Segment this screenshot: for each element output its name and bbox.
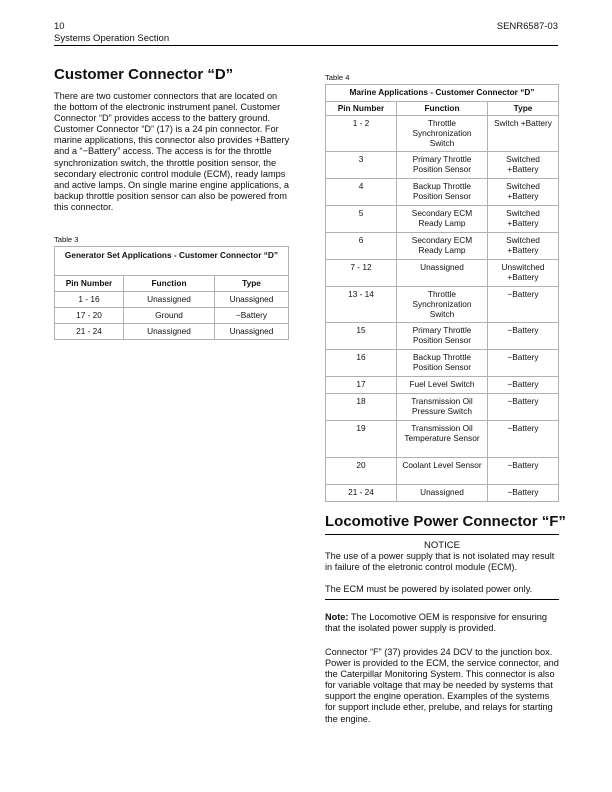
table-3 <box>54 246 289 340</box>
table-row: 4 Backup Throttle Position Sensor Switched +Battery <box>326 179 559 206</box>
document-id: SENR6587-03 <box>496 21 558 32</box>
notice-top-rule <box>325 534 559 535</box>
table-3-label: Table 3 <box>54 235 79 244</box>
table-3-col-pin: Pin Number <box>55 276 124 292</box>
notice-bottom-rule <box>325 599 559 600</box>
note-label: Note: <box>325 612 349 622</box>
table-3-col-function: Function <box>124 276 215 292</box>
section-title: Systems Operation Section <box>54 33 170 44</box>
table-4-col-pin: Pin Number <box>326 102 397 116</box>
notice-text: The use of a power supply that is not isolated may result in failure of the eletronic control module (ECM). <box>325 551 555 573</box>
table-3-title: Generator Set Applications - Customer Connector “D” <box>55 247 289 276</box>
table-row: 7 - 12 Unassigned Unswitched +Battery <box>326 260 559 287</box>
table-row: 15 Primary Throttle Position Sensor −Battery <box>326 323 559 350</box>
table-4-title: Marine Applications - Customer Connector “D” <box>326 85 559 102</box>
table-row: 20 Coolant Level Sensor −Battery <box>326 458 559 485</box>
table-row: 16 Backup Throttle Position Sensor −Battery <box>326 350 559 377</box>
customer-connector-d-heading: Customer Connector “D” <box>54 66 234 83</box>
table-row: 1 - 2 Throttle Synchronization Switch Switch +Battery <box>326 116 559 152</box>
note-text: The Locomotive OEM is responsive for ensuring that the isolated power supply is provided. <box>325 612 547 634</box>
table-row: 13 - 14 Throttle Synchronization Switch −Battery <box>326 287 559 323</box>
locomotive-power-connector-f-heading: Locomotive Power Connector “F” <box>325 513 566 530</box>
header-rule <box>54 45 558 46</box>
table-3-col-type: Type <box>215 276 289 292</box>
notice-text-isolated: The ECM must be powered by isolated power only. <box>325 584 533 594</box>
connector-f-paragraph: Connector “F” (37) provides 24 DCV to the junction box. Power is provided to the ECM, the service connector, and the Caterpillar Monitoring System. This connector is also for variable voltage that may be needed by systems that support the engine operation. Examples of the systems for support include ether, prelube, and relays for starting the engine. <box>325 647 559 724</box>
table-4-col-type: Type <box>488 102 559 116</box>
table-row: 17 Fuel Level Switch −Battery <box>326 377 559 394</box>
notice-heading: NOTICE <box>424 540 460 551</box>
table-row: 6 Secondary ECM Ready Lamp Switched +Battery <box>326 233 559 260</box>
table-row: 5 Secondary ECM Ready Lamp Switched +Battery <box>326 206 559 233</box>
table-row: 21 - 24 Unassigned −Battery <box>326 485 559 502</box>
note-paragraph <box>325 612 559 634</box>
table-4-label: Table 4 <box>325 73 350 82</box>
table-row: 1 - 16 Unassigned Unassigned <box>55 292 289 308</box>
table-4-col-function: Function <box>397 102 488 116</box>
table-row: 21 - 24 Unassigned Unassigned <box>55 324 289 340</box>
table-4 <box>325 84 559 502</box>
customer-connector-d-paragraph: There are two customer connectors that are located on the bottom of the electronic instrument panel. Customer Connector “D” provides access to the battery ground. Customer Connector “D” (17) is a 24 pin connector. For marine applications, this connector also provides +Battery and a “−Battery” access. The access is for the throttle synchronization switch, the throttle position sensor, the secondary electronic control module (ECM), ready lamps and active lamps. On single marine engine applications, a backup throttle position sensor can also be powered from this connector. <box>54 91 290 212</box>
page-number: 10 <box>54 21 65 32</box>
table-row: 17 - 20 Ground −Battery <box>55 308 289 324</box>
table-row: 19 Transmission Oil Temperature Sensor −Battery <box>326 421 559 458</box>
table-row: 18 Transmission Oil Pressure Switch −Battery <box>326 394 559 421</box>
table-row: 3 Primary Throttle Position Sensor Switched +Battery <box>326 152 559 179</box>
